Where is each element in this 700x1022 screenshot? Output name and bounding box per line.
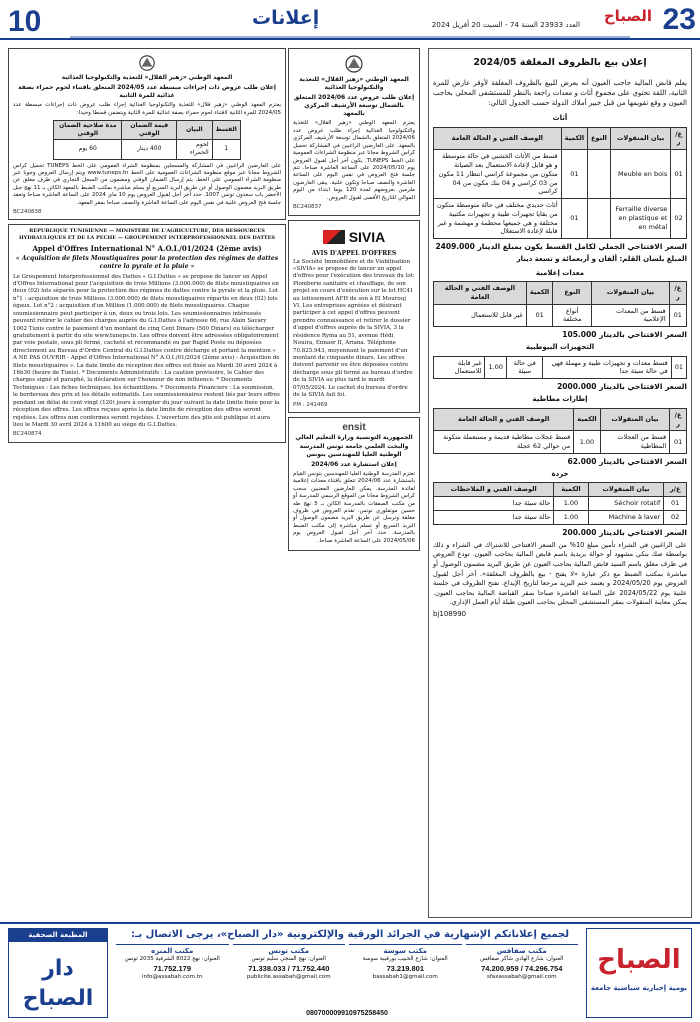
archive-ad-org: المعهد الوطني «زهير القلال» للتغذية والتكنولوجيا الغذائية bbox=[299, 76, 409, 92]
lot5-header-1: بيان المنقولات bbox=[588, 483, 664, 497]
lot5-row bbox=[434, 510, 687, 524]
meat-lot-row bbox=[54, 140, 241, 159]
archive-ad-title: إعلان طلب عروض عدد 2024/06 المتعلق بالشمال توسعة الأرشيف المركزي بالمعهد bbox=[293, 94, 415, 118]
lot2-price: السعر الافتتاحي بالدينار 105.000 bbox=[562, 330, 687, 340]
lot5-header-2: الكمية bbox=[554, 483, 588, 497]
lot2-cell-item: قسط من المعدات الإعلامية bbox=[592, 304, 669, 327]
dattes-ad-body: Le Groupement Interprofessionnel des Dattes « G.I.Dattes » se propose de lancer un Appel d'Offres International pour l'acquisition de trois Millions (3.000.000) de filets moustiquaires en deux (02) lots séparés pour la protection des régimes de dattes contre la pyrale et la pluie. Lot n°1 : acquisition de trois Millions (3.000.000) de filets moustiquaires répartis en deux (02) lots égaux. Lot n°2 : acquisition d'un Million (1.000.000) de filets moustiquaires. Chaque soumissionnaire peut participer à un, deux ou trois lots. Les soumissionnaires intéressés peuvent retirer le cahier des charges auprès du G.I.Dattes à l'adresse 66, rue Alain Savary 1002 Tunis contre le paiement d'un montant de cinq Cent Dinars (500 Dinars) ou télécharger gratuitement à partir du site www.tuneps.tn. Les offres doivent être adressées obligatoirement par voie postale, sous pli fermé, cacheté et recommandé ou par Rapid Poste ou déposées directement au Bureau d'Ordre Central du G.I.Dattes contre décharge et portant la mention « A NE PAS OUVRIR - Appel d'Offres International N° A.O.I./01/2024 (2ème avis) - Acquisition de filets moustiquaires ». La date limite de réception des offres est fixée au Mardi 30 avril 2024 à 16h30 (heure de Tunis). * Documents Administratifs : La caution provisoire, le Cahier des charges signé et paraphé, la déclaration sur l'honneur de non influence. * Documents Techniques : Les fiches techniques, les échantillons. * Documents Financiers : La soumission, le bordereau des prix et les détails estimatifs. Les soumissionnaires restent liés par leurs offres pendant un délai de cent vingt (120) jours à compter du jour suivant la date limite fixée pour la réception des offres. Les offres reçues après la date limite de réception des offres seront rejetées. Les offres non conformes seront rejetées. L'ouverture des plis est publique et aura lieu le Mardi 30 avril 2024 à 11h00 au siège du G.I.Dattes. bbox=[13, 273, 280, 429]
meat-lot-header-1: البيان bbox=[177, 121, 212, 140]
lot2-header-2: النوع bbox=[553, 282, 592, 305]
lot5-cell-qty: 1.00 bbox=[554, 497, 588, 511]
lot5-row bbox=[434, 497, 687, 511]
dattes-ad-title: Appel d'Offres International N° A.O.I./01/2024 (2ème avis) bbox=[32, 243, 262, 253]
lot1-header-4: الوصف الفني و الحالة العامة bbox=[434, 127, 562, 150]
office-title: مكتب سوسة bbox=[383, 947, 427, 955]
lot4-header-0: ع/ر bbox=[670, 408, 687, 431]
sale-notice-column bbox=[428, 48, 692, 918]
archive-tender-ad bbox=[288, 48, 420, 216]
meat-ad-title: إعلان طلب عروض ذات إجراءات مبسطة عدد 2024/05 المتعلق باقتناء لحوم حمراء بصفة غذائية للمرة الثانية bbox=[18, 84, 276, 100]
lot1-table bbox=[433, 127, 687, 239]
newspaper-name: الصباح bbox=[597, 945, 681, 975]
office-1 bbox=[349, 944, 462, 982]
printing-house-logo bbox=[8, 928, 108, 1018]
sivia-logo-text: SIVIA bbox=[348, 228, 386, 245]
page-footer bbox=[0, 922, 700, 1022]
lot5-cell-n: 01 bbox=[664, 497, 687, 511]
office-3 bbox=[116, 944, 229, 982]
lot1-cell-item: Meuble en bois bbox=[610, 150, 670, 199]
lot1-row bbox=[434, 199, 687, 239]
sivia-tender-ad bbox=[288, 220, 420, 413]
lot4-cell-item: قسط من العجلات المطاطية bbox=[600, 431, 670, 454]
ensit-ad-title: إعلان استشارة عدد 2024/06 bbox=[311, 460, 397, 468]
lot4-cell-qty: 1.00 bbox=[574, 431, 600, 454]
office-address: العنوان: شارع الهادي شاكر صفاقس bbox=[480, 956, 564, 963]
lot2-header-0: ع/ر bbox=[669, 282, 686, 305]
archive-ad-ref: BC240837 bbox=[293, 204, 322, 211]
lot3-row bbox=[434, 356, 687, 379]
footer-account-number: 080700009910975258450 bbox=[306, 1009, 388, 1017]
sivia-ad-body: La Société Immobilière et de Viabilisation «SIVIA» se propose de lancer un appel d'offres pour l'exécution des travaux du lot: Plomberie sanitaire et chauffage, de son projet en cours d'exécution sur le lot HC41 au lotissement AFH de son à El Mourouj VI. Les entreprises agréées et désirant participer à cet appel d'offres peuvent prendre connaissance et retirer le dossier d'appel d'offres auprès de la SIVIA, 3 la résidence Ryma au 51, avenue Hédi Nouira, Ennasr II, Ariana. Téléphone 70.825.943, moyennant le paiement d'un montant de cinquante dinars. Les offres doivent parvenir ou être déposées contre décharge sous pli fermé au bureau d'ordre de la SIVIA au plus tard le mardi 07/05/2024. Le cachet du bureau d'ordre de la SIVIA fait foi. bbox=[293, 258, 415, 399]
lot2-cell-n: 01 bbox=[669, 304, 686, 327]
office-email: sfaxassabah@gmail.com bbox=[486, 974, 557, 981]
lot1-row bbox=[434, 150, 687, 199]
office-email: publicite.assabah@gmail.com bbox=[246, 974, 331, 981]
lot5-cell-item: Machine à laver bbox=[588, 510, 664, 524]
meat-lot-table bbox=[53, 120, 241, 159]
office-title: مكتب تونس bbox=[268, 947, 310, 955]
lot1-cell-n: 01 bbox=[671, 150, 687, 199]
lot1-cell-desc: أثاث حديدي مختلف في حالة متوسطة متكون من بقايا تجهيزات طبية و تجهيزات مكتبية مختلفة و هي جميعها محطمة و مهشمة و غير قابلة لإعادة الاستغلال bbox=[434, 199, 562, 239]
lot5-cell-item: Séchoir rotatif bbox=[588, 497, 664, 511]
lot1-price-words: المبلغ بلسان القلم: ألفان و أربعمائة و تسعة دينار bbox=[516, 255, 687, 264]
lot1-cell-qty: 01 bbox=[561, 150, 587, 199]
lot4-heading: إطارات مطاطية bbox=[532, 395, 588, 404]
meat-lot-cell-lot: 1 bbox=[212, 140, 240, 159]
office-address: العنوان: نهج المنجي سليم تونس bbox=[251, 956, 326, 963]
page-number: 10 bbox=[8, 5, 42, 38]
lot2-cell-desc: غير قابل للاستعمال bbox=[434, 304, 527, 327]
dattes-tender-ad bbox=[8, 224, 286, 442]
lot3-cell-desc: غير قابلة للاستعمال bbox=[434, 356, 485, 379]
lot4-cell-desc: قسط عجلات مطاطية قديمة و مستعملة متكونة من حوالي 62 عجلة bbox=[434, 431, 574, 454]
office-2 bbox=[233, 944, 346, 982]
lot5-cell-n: 02 bbox=[664, 510, 687, 524]
lot1-cell-type bbox=[588, 199, 611, 239]
sale-notice-intro: يعلم قابض المالية حاجب العيون أنه يعرض للبيع بالظروف المغلقة لأوفر عارض للمرة الثانية، اللقة تحتوي على مجموع أثاث و معدات راجعة بالنظر للمستشفى المحلي بحاجب العيون و وقع تقويمها من قبل خبير أملاك الدولة حسب الجدول التالي: bbox=[433, 78, 687, 108]
ensit-ad-org: الجمهورية التونسية وزارة التعليم العالي والبحث العلمي جامعة تونس المدرسة الوطنية العليا للمهندسين بتونس bbox=[295, 434, 413, 458]
masthead-logo: الصباح bbox=[603, 7, 652, 25]
office-list bbox=[116, 944, 578, 982]
office-email: bassabah1@gmail.com bbox=[372, 974, 438, 981]
left-column bbox=[8, 48, 286, 918]
lot4-table bbox=[433, 408, 687, 454]
meat-tender-ad bbox=[8, 48, 286, 220]
ensit-consultation-ad bbox=[288, 417, 420, 551]
lot5-cell-desc: حالة سيئة جدا bbox=[434, 510, 554, 524]
ensit-logo: ensit bbox=[342, 421, 366, 433]
sivia-ad-ref: PM : 241469 bbox=[293, 401, 328, 408]
middle-column bbox=[288, 48, 420, 918]
institute-emblem-icon bbox=[293, 54, 415, 74]
sale-notice-ref: bj108990 bbox=[433, 609, 467, 618]
lot5-heading: خردة bbox=[551, 470, 569, 478]
dattes-ad-header: REPUBLIQUE TUNISIENNE — MINISTERE DE L'AGRICULTURE, DES RESSOURCES HYDRAULIQUES ET DE LA PECHE — GROUPEMENT INTERPROFESSIONNEL DES DATTES bbox=[18, 228, 276, 242]
lot5-cell-qty: 1.00 bbox=[554, 510, 588, 524]
printing-house-label: المطبعة الصحفية bbox=[9, 929, 107, 942]
lot1-cell-desc: قسط من الأثاث الخشبي في حالة متوسطة و هو قابل لإعادة الاستعمال بعد الصيانة متكون من مجموعة كراسي انتظار 11 مكون من 03 كراسي و 04 بنك مكون من 04 كراسي bbox=[434, 150, 562, 199]
meat-lot-header-0: القسط bbox=[212, 121, 240, 140]
lot2-header-1: بيان المنقولات bbox=[592, 282, 669, 305]
lot3-cell-qty: 1.00 bbox=[485, 356, 506, 379]
lot1-cell-item: Ferraille diverse en plastique et en métal bbox=[610, 199, 670, 239]
meat-ad-body: يعتزم المعهد الوطني «زهير قلال» للتغذية والتكنولوجيا الغذائية إجراء طلب عروض ذات إجراءات مبسطة عدد 2024/05 للمرة الثانية لاقتناء لحوم حمراء بصفة غذائية للمرة الثانية ويتضمن قسطا وحيدا: bbox=[13, 102, 281, 116]
newspaper-logo bbox=[586, 928, 692, 1018]
newspaper-tagline: يومية إخبارية سياسية جامعة bbox=[590, 984, 688, 993]
section-title: إعلانات bbox=[252, 7, 320, 29]
lot2-row bbox=[434, 304, 687, 327]
office-title: مكتب صفاقس bbox=[496, 947, 547, 955]
archive-ad-body: يعتزم المعهد الوطني «زهير القلال» للتغذية والتكنولوجيا الغذائية إجراء طلب عروض عدد 2024/06 المتعلق بالشمال توسعة الأرشيف المركزي بالمعهد. على العارضين الراغبين في المشاركة تحميل كراس الشروط مجانا عبر منظومة الشراءات العمومية على الخط TUNEPS. يكون آخر أجل لقبول العروض يوم 2024/05/10 على الساعة العاشرة صباحا. تتم جلسة فتح العروض في نفس اليوم على الساعة العاشرة والنصف صباحا وتكون علنية. يبقى العارضون ملزمين بعروضهم لمدة 120 يوما ابتداء من اليوم الموالي للتاريخ الأقصى لقبول العروض. bbox=[293, 120, 415, 201]
issue-meta: العدد 23933 السنة 74 - السبت 20 أفريل 2024 bbox=[431, 20, 580, 29]
lot2-cell-qty: 01 bbox=[526, 304, 552, 327]
printing-house-name: دار الصباح bbox=[22, 956, 94, 1012]
lot3-cell-item: قسط معدات و تجهيزات طبية و مهملة فهي في حالة سيئة جدا bbox=[543, 356, 671, 379]
lot2-cell-type: أنواع مختلفة bbox=[553, 304, 592, 327]
office-phone: 74.200.959 / 74.296.754 bbox=[481, 963, 563, 973]
sale-notice-title: إعلان بيع بالظروف المغلقة 2024/05 bbox=[473, 57, 647, 68]
lot4-header-2: الكمية bbox=[574, 408, 600, 431]
lot4-cell-n: 01 bbox=[670, 431, 687, 454]
lot3-cell-type: في حالة سيئة bbox=[506, 356, 542, 379]
meat-ad-org: المعهد الوطني «زهير القلال» للتغذية والتكنولوجيا الغذائية bbox=[61, 74, 233, 81]
office-title: مكتب المنزه bbox=[151, 947, 194, 955]
meat-ad-ref: BC240838 bbox=[13, 209, 42, 216]
lot1-header-1: بيان المنقولات bbox=[610, 127, 670, 150]
lot1-cell-qty: 01 bbox=[561, 199, 587, 239]
meat-lot-cell-item: لحوم الحمراء bbox=[177, 140, 212, 159]
office-address: العنوان: شارع الحبيب بورقيبة سوسة bbox=[362, 956, 448, 963]
page-header bbox=[0, 0, 700, 40]
meat-lot-header-3: مدة صلاحية الضمان الوقتي bbox=[54, 121, 122, 140]
lot1-price: السعر الافتتاحي الجملي لكامل القسط يكون بمبلغ الدينار 2409.000 bbox=[435, 242, 687, 252]
meat-lot-header-2: قيمة الضمان الوقتي bbox=[122, 121, 177, 140]
meat-lot-cell-amount: 400 دينار bbox=[122, 140, 177, 159]
office-phone: 73.219.801 bbox=[386, 963, 425, 973]
sivia-logo bbox=[293, 228, 415, 247]
lot5-cell-desc: حالة سيئة جدا bbox=[434, 497, 554, 511]
office-phone: 71.752.179 bbox=[153, 963, 192, 973]
dattes-ad-subtitle: « Acquisition de filets Moustiquaires pour la protection des régimes de dattes contre la pyrale et la pluie » bbox=[15, 255, 279, 271]
ensit-ad-body: تعتزم المدرسة الوطنية العليا للمهندسين بتونس القيام باستشارة عدد 2024/06 تتعلق باقتناء معدات إعلامية لفائدة المدرسة. يمكن للعارضين المعنيين سحب كراس الشروط مجانا من الموقع الرسمي للمدرسة أو من مكتب الصفقات بالمدرسة الكائن بـ 5 نهج طه حسين مونفلوري تونس. تقدم العروض في ظروف مغلقة وترسل عن طريق البريد مضمون الوصول أو البريد السريع أو تسلم مباشرة إلى مكتب الضبط بالمدرسة. حدد آخر أجل لقبول العروض يوم 2024/05/06 على الساعة العاشرة صباحا. bbox=[293, 470, 415, 544]
office-address: العنوان: نهج 8022 الشرقية 2035 تونس bbox=[124, 956, 220, 963]
office-phone: 71.338.033 / 71.752.440 bbox=[248, 963, 330, 973]
lot1-cell-type bbox=[588, 150, 611, 199]
lot2-header-4: الوصف الفني و الحالة العامة bbox=[434, 282, 527, 305]
office-0 bbox=[466, 944, 579, 982]
lot1-heading: أثاث bbox=[552, 114, 568, 123]
office-email: info@assabah.com.tn bbox=[141, 974, 203, 981]
lot4-header-1: بيان المنقولات bbox=[600, 408, 670, 431]
header-divider bbox=[70, 36, 630, 38]
lot1-header-0: ع/ر bbox=[671, 127, 687, 150]
dattes-ad-ref: BC240874 bbox=[13, 431, 42, 438]
lot4-row bbox=[434, 431, 687, 454]
meat-ad-body-2: على العارضين الراغبين في المشاركة والمسجلين بمنظومة الشراء العمومي على الخط TUNEPS تحميل كراس الشروط مجانا عبر موقع منظومة الشراءات العمومية على الخط www.tuneps.tn ويتم إرسال العروض وجوبا عبر منظومة الشراء العمومي على الخط. يتم إرسال الضمان الوقتي ومضمون من السجل التجاري في ظرف مغلق عن طريق البريد مضمون الوصول أو عن طريق البريد السريع أو يسلم مباشرة بمكتب الضبط بالمعهد الكائن بـ 11 نهج جبل الأخضر باب سعدون تونس 1007. حدد آخر أجل لقبول العروض يوم 10 ماي 2024 على الساعة العاشرة صباحا وتعقد جلسة فتح العروض علنية في نفس اليوم على الساعة العاشرة والنصف صباحا بمقر المعهد. bbox=[13, 162, 281, 206]
institute-emblem-icon bbox=[13, 54, 281, 72]
lot3-table bbox=[433, 356, 687, 380]
lot4-price: السعر الافتتاحي بالدينار 62.000 bbox=[567, 456, 687, 466]
lot2-table bbox=[433, 281, 687, 327]
footer-banner: لجميع إعلاناتكم الإشهارية في الجرائد الورقية والإلكترونية «دار الصباح»، يرجى الاتصال بـ: bbox=[130, 929, 569, 940]
lot1-header-2: النوع bbox=[588, 127, 611, 150]
lot3-heading: التجهيزات البيوطبية bbox=[525, 343, 595, 352]
lot5-header-3: الوصف الفني و الملاحظات bbox=[434, 483, 554, 497]
sale-notice-conditions: على الراغبين في الشراء تأمين مبلغ 10% من السعر الافتتاحي للاشتراك في الشراء و ذلك بواسطة صك بنكي مشهود أو حوالة بريدية باسم قابض المالية بحاجب العيون. تودع العروض في ظرف مغلق باسم السيد قابض المالية بحاجب العيون عن طريق البريد مضمون الوصول أو مباشرة بمكتب الضبط مع ذكر عبارة «لا يفتح - بيع بالظروف المغلقة». آخر أجل لقبول العروض يوم 2024/05/20 و يعتمد ختم البريد مرجعا لتاريخ الإيداع. تفتح الظروف في جلسة علنية يوم 2024/05/22 على الساعة العاشرة صباحا بمقر القباضة المالية بحاجب العيون. يمكن معاينة المنقولات بمقر المستشفى المحلي بحاجب العيون طيلة أيام العمل الإداري. bbox=[433, 540, 687, 607]
lot3-price: السعر الافتتاحي بالدينار 2000.000 bbox=[557, 382, 687, 392]
lot3-cell-n: 01 bbox=[671, 356, 686, 379]
meat-lot-cell-valid: 60 يوم bbox=[54, 140, 122, 159]
sivia-mark-icon bbox=[323, 230, 345, 244]
lot2-header-3: الكمية bbox=[526, 282, 552, 305]
lot2-heading: معدات إعلامية bbox=[535, 268, 585, 277]
sivia-ad-title: AVIS D'APPEL D'OFFRES bbox=[311, 250, 397, 258]
lot5-price: السعر الافتتاحي بالدينار 200.000 bbox=[562, 527, 687, 537]
lot1-header-3: الكمية bbox=[561, 127, 587, 150]
lot5-table bbox=[433, 482, 687, 524]
lot4-header-3: الوصف الفني و الحالة العامة bbox=[434, 408, 574, 431]
lot5-header-0: ع/ر bbox=[664, 483, 687, 497]
lot1-cell-n: 02 bbox=[671, 199, 687, 239]
issue-number: 23 bbox=[662, 3, 696, 36]
